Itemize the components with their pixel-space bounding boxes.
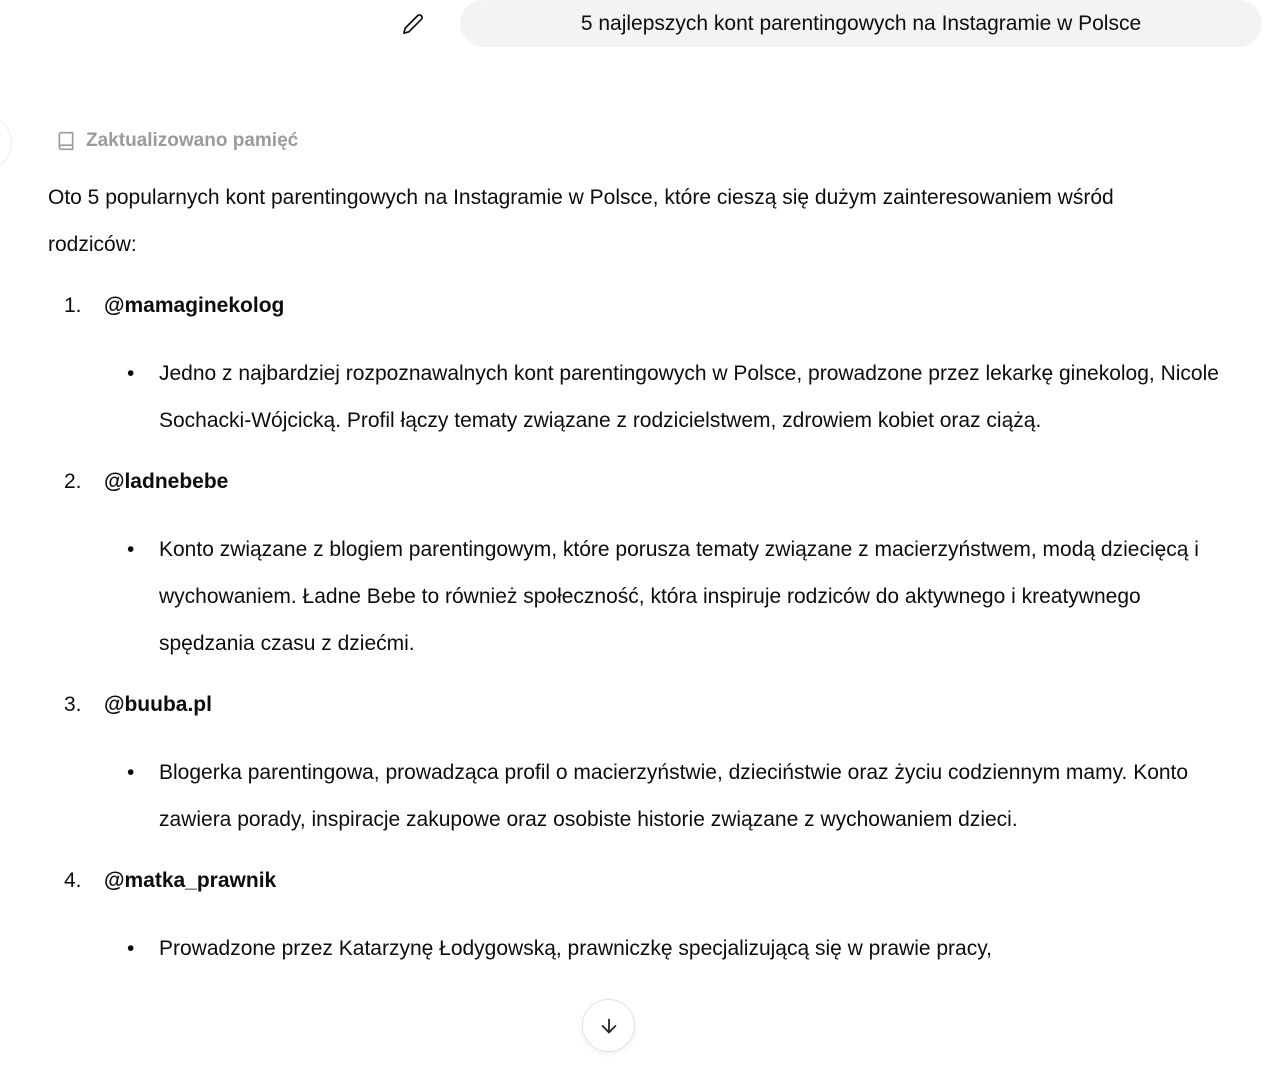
account-description: Jedno z najbardziej rozpoznawalnych kont parentingowych w Polsce, prowadzone przez lekarkę ginekolog, Nicole Sochacki-Wójcicką. Profil łączy tematy związane z rodzicielstwem, zdrowiem kobiet oraz ciążą. (159, 362, 1219, 432)
account-description-item (127, 925, 1240, 972)
memory-icon (56, 131, 76, 151)
account-handle: @ladnebebe (104, 470, 229, 493)
list-item (48, 857, 1240, 972)
scroll-to-bottom-button[interactable] (582, 999, 635, 1052)
arrow-down-icon (598, 1015, 620, 1037)
bullet-marker: • (127, 362, 135, 385)
account-handle: @buuba.pl (104, 693, 212, 716)
pencil-icon (402, 13, 424, 35)
bullet-marker: • (127, 761, 135, 784)
account-heading (48, 458, 1240, 505)
account-handle: @matka_prawnik (104, 869, 277, 892)
list-item (48, 681, 1240, 843)
list-number: 3. (64, 693, 82, 716)
message-intro: Oto 5 popularnych kont parentingowych na Instagramie w Polsce, które cieszą się dużym zainteresowaniem wśród rodziców: (48, 186, 1114, 256)
account-details (48, 925, 1240, 972)
account-heading (48, 857, 1240, 904)
list-item (48, 458, 1240, 667)
account-details (48, 749, 1240, 843)
account-heading (48, 282, 1240, 329)
conversation-title-pill[interactable] (460, 0, 1262, 47)
account-handle: @mamaginekolog (104, 294, 285, 317)
conversation-header (0, 0, 1280, 48)
account-description: Prowadzone przez Katarzynę Łodygowską, prawniczkę specjalizującą się w prawie pracy, (159, 937, 993, 960)
account-details (48, 526, 1240, 667)
account-description: Blogerka parentingowa, prowadząca profil o macierzyństwie, dzieciństwie oraz życiu codziennym mamy. Konto zawiera porady, inspiracje zakupowe oraz osobiste historie związane z wychowaniem dzieci. (159, 761, 1189, 831)
account-description-item (127, 749, 1240, 843)
bullet-marker: • (127, 937, 135, 960)
account-heading (48, 681, 1240, 728)
account-description-item (127, 526, 1240, 667)
list-number: 2. (64, 470, 82, 493)
bullet-marker: • (127, 538, 135, 561)
memory-updated-notice[interactable] (56, 130, 298, 152)
list-item (48, 282, 1240, 444)
memory-updated-label: Zaktualizowano pamięć (86, 130, 299, 151)
list-number: 1. (64, 294, 82, 317)
conversation-title: 5 najlepszych kont parentingowych na Instagramie w Polsce (580, 11, 1142, 35)
edit-title-button[interactable] (396, 7, 430, 41)
accounts-list (48, 282, 1240, 972)
list-number: 4. (64, 869, 82, 892)
account-description-item (127, 350, 1240, 444)
assistant-message (0, 130, 1280, 972)
account-description: Konto związane z blogiem parentingowym, które porusza tematy związane z macierzyństwem, modą dziecięcą i wychowaniem. Ładne Bebe to również społeczność, która inspiruje rodziców do aktywnego i kreatywnego spędzania czasu z dziećmi. (159, 538, 1199, 655)
account-details (48, 350, 1240, 444)
